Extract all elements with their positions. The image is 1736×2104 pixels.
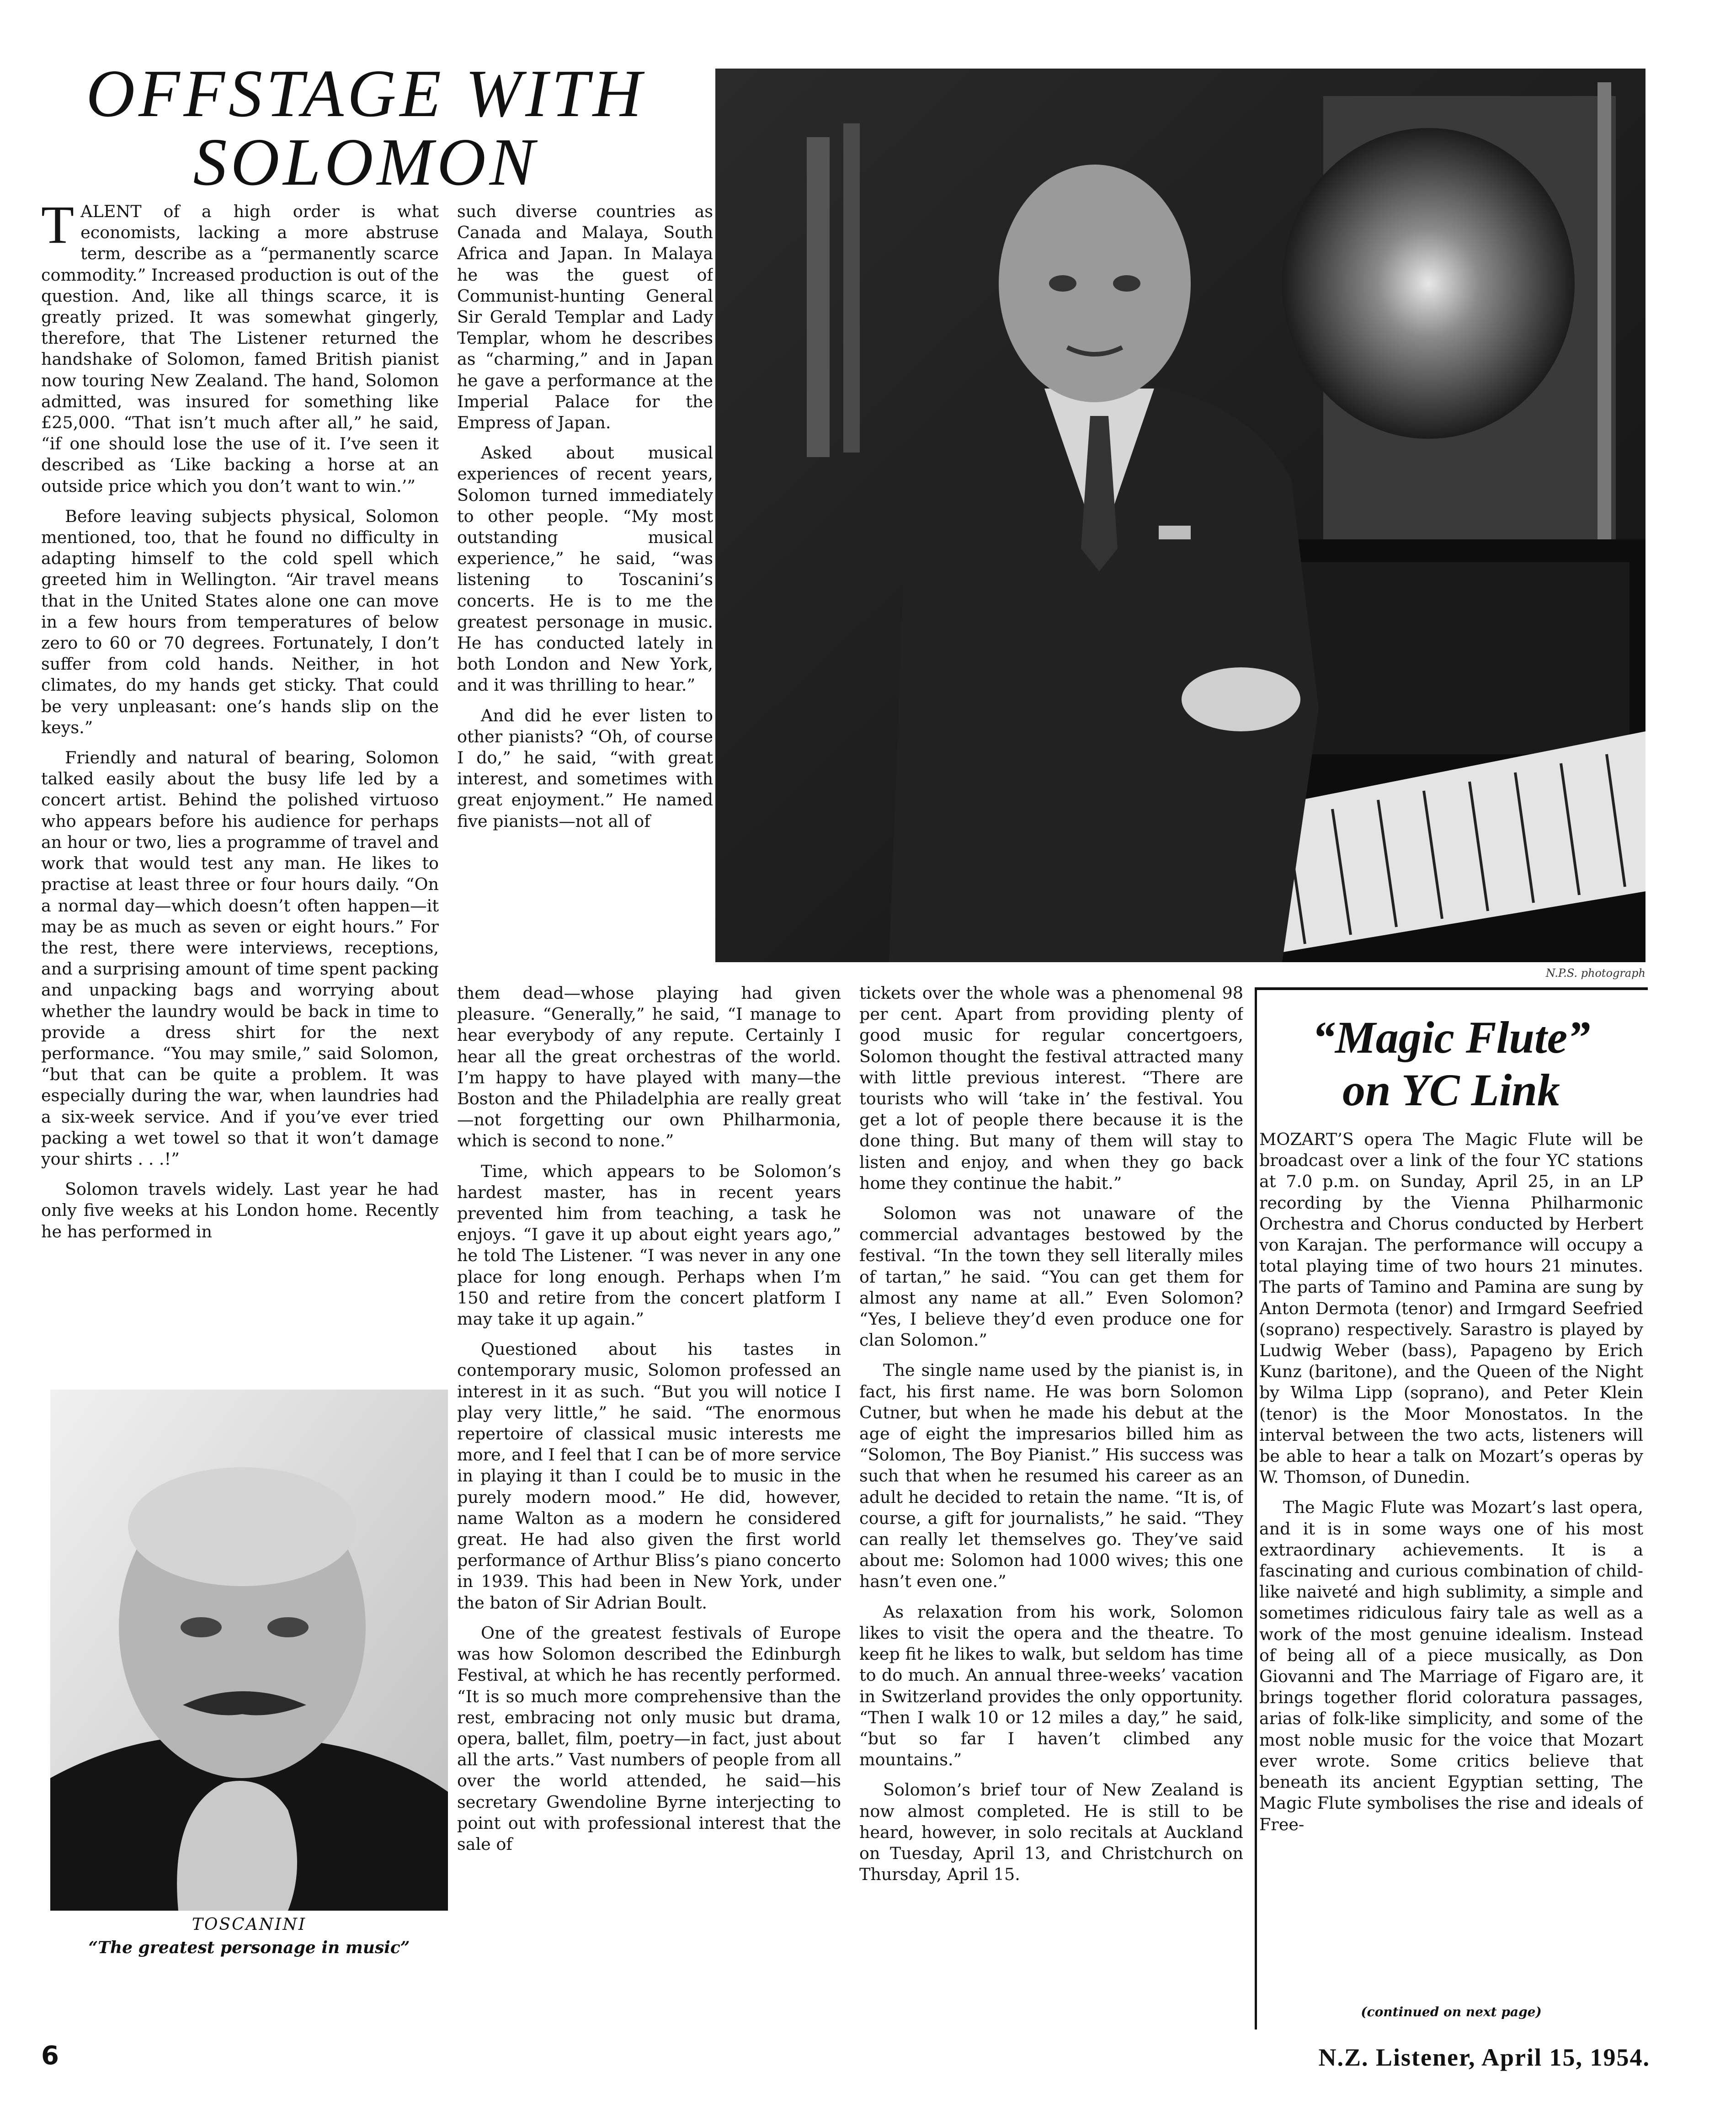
- article-column-3: [457, 983, 841, 2025]
- article-column-2: [457, 201, 713, 951]
- drop-cap: T: [41, 201, 75, 255]
- sidebar-paragraph: The Magic Flute was Mozart’s last opera, and it is in some ways one of his most extraordinary achievements. It is a fascinating and curious combination of child-like naiveté and high sublimity, a simple and sometimes ridiculous fairy tale as well as a work of the most genuine idealism. Instead of being all of a piece musically, as Don Giovanni and The Marriage of Figaro are, it brings together florid coloratura passages, arias of folk-like simplicity, and some of the most noble music for the voice that Mozart ever wrote. Some critics believe that beneath its ancient Egyptian setting, The Magic Flute symbolises the rise and ideals of Free-: [1259, 1497, 1643, 1834]
- continued-note: (continued on next page): [1361, 2004, 1542, 2019]
- page-number: 6: [41, 2041, 59, 2071]
- toscanini-caption-name: TOSCANINI: [192, 1915, 307, 1934]
- article-title: [37, 56, 695, 200]
- sidebar-top-rule: [1255, 987, 1648, 990]
- article-column-4: [859, 983, 1243, 2025]
- article-title-line1: OFFSTAGE WITH: [86, 56, 645, 131]
- article-paragraph: tickets over the whole was a phenomenal 98 per cent. Apart from providing plenty of good music for regular concertgoers, Solomon thought the festival attracted many with little previous interest. “There are tourists who will ‘take in’ the festival. You get a lot of people there because it is the done thing. But many of them will stay to listen and enjoy, and when they go back home they continue the habit.”: [859, 983, 1243, 1193]
- sidebar-paragraph: MOZART’S opera The Magic Flute will be broadcast over a link of the four YC stations at 7.0 p.m. on Sunday, April 25, in an LP recording by the Vienna Philharmonic Orchestra and Chorus conducted by Herbert von Karajan. The performance will occupy a total playing time of two hours 21 minutes. The parts of Tamino and Pamina are sung by Anton Dermota (tenor) and Irmgard Seefried (soprano) respectively. Sarastro is played by Ludwig Weber (bass), Papageno by Erich Kunz (baritone), and the Queen of the Night by Wilma Lipp (soprano), and Peter Klein (tenor) is the Moor Monostatos. In the interval between the two acts, listeners will be able to hear a talk on Mozart’s operas by W. Thomson, of Dunedin.: [1259, 1129, 1643, 1487]
- publication-footer: N.Z. Listener, April 15, 1954.: [1318, 2044, 1650, 2071]
- sidebar-body: [1259, 1129, 1643, 2007]
- article-title-line2: SOLOMON: [193, 125, 538, 200]
- solomon-at-piano-image: [715, 69, 1645, 962]
- article-paragraph: Time, which appears to be Solomon’s hardest master, has in recent years prevented him from teaching, a task he enjoys. “I gave it up about eight years ago,” he told The Listener. “I was never in any one place for long enough. Perhaps when I’m 150 and retire from the concert platform I may take it up again.”: [457, 1161, 841, 1329]
- article-paragraph: Before leaving subjects physical, Solomon mentioned, too, that he found no difficulty in adapting himself to the cold spell which greeted him in Wellington. “Air travel means that in the United States alone one can move in a few hours from temperatures of below zero to 60 or 70 degrees. Fortunately, I don’t suffer from cold hands. Neither, in hot climates, do my hands get sticky. That could be very unpleasant: one’s hands slip on the keys.”: [41, 506, 439, 737]
- article-paragraph: The single name used by the pianist is, in fact, his first name. He was born Solomon Cutner, but when he made his debut at the age of eight the impresarios billed him as “Solomon, The Boy Pianist.” His success was such that when he resumed his career as an adult he decided to retain the name. “It is, of course, a gift for journalists,” he said. “They can really let themselves go. They’ve said about me: Solomon had 1000 wives; this one hasn’t even one.”: [859, 1360, 1243, 1592]
- article-paragraph: Solomon’s brief tour of New Zealand is now almost completed. He is still to be heard, however, in solo recitals at Auckland on Tuesday, April 13, and Christchurch on Thursday, April 15.: [859, 1780, 1243, 1885]
- article-column-1: [41, 201, 439, 1390]
- article-paragraph: As relaxation from his work, Solomon likes to visit the opera and the theatre. To keep fit he likes to walk, but seldom has time to do much. An annual three-weeks’ vacation in Switzerland provides the only opportunity. “Then I walk 10 or 12 miles a day,” he said, “but so far I haven’t climbed any mountains.”: [859, 1602, 1243, 1770]
- article-paragraph: such diverse countries as Canada and Malaya, South Africa and Japan. In Malaya he was the guest of Communist-hunting General Sir Gerald Templar and Lady Templar, whom he describes as “charming,” and in Japan he gave a performance at the Imperial Palace for the Empress of Japan.: [457, 202, 713, 433]
- article-paragraph: Questioned about his tastes in contemporary music, Solomon professed an interest in it as such. “But you will notice I play very little,” he said. “The enormous repertoire of classical music interests me more, and I feel that I can be of more service in playing it than I could be to music in the purely modern mood.” He did, however, name Walton as a modern he considered great. He had also given the first world performance of Arthur Bliss’s piano concerto in 1939. This had been in New York, under the baton of Sir Adrian Boult.: [457, 1339, 841, 1613]
- photo-credit: N.P.S. photograph: [1545, 967, 1645, 980]
- article-paragraph: TALENT of a high order is what economists, lacking a more abstruse term, describe as a “permanently scarce commodity.” Increased production is out of the question. And, like all things scarce, it is greatly prized. It was somewhat gingerly, therefore, that The Listener returned the handshake of Solomon, famed British pianist now touring New Zealand. The hand, Solomon admitted, was insured for something like £25,000. “That isn’t much after all,” he said, “if one should lose the use of it. I’ve seen it described as ‘Like backing a horse at an outside price which you don’t want to win.’”: [41, 201, 439, 496]
- article-paragraph: And did he ever listen to other pianists? “Oh, of course I do,” he said, “with great interest, and sometimes with great enjoyment.” He named five pianists—not all of: [457, 705, 713, 831]
- article-paragraph: Friendly and natural of bearing, Solomon talked easily about the busy life led by a concert artist. Behind the polished virtuoso who appears before his audience for perhaps an hour or two, lies a programme of travel and work that would test any man. He likes to practise at least three or four hours daily. “On a normal day—which doesn’t often happen—it may be as much as seven or eight hours.” For the rest, there were interviews, receptions, and a surprising amount of time spent packing and unpacking bags and worrying about whether the laundry would be back in time to provide a dress shirt for the next performance. “You may smile,” said Solomon, “but that can be quite a problem. It was especially during the war, when laundries had a six-week service. And if you’ve ever tried packing a wet towel so that it won’t damage your shirts . . .!”: [41, 748, 439, 1169]
- sidebar-title-line2: on YC Link: [1342, 1065, 1560, 1115]
- article-paragraph: Asked about musical experiences of recent years, Solomon turned immediately to other people. “My most outstanding musical experience,” he said, “was listening to Toscanini’s concerts. He is to me the greatest personage in music. He has conducted lately in both London and New York, and it was thrilling to hear.”: [457, 443, 713, 695]
- article-paragraph: One of the greatest festivals of Europe was how Solomon described the Edinburgh Festival, at which he has recently performed. “It is so much more comprehensive than the rest, embracing not only music but drama, opera, ballet, film, poetry—in fact, just about all the arts.” Vast numbers of people from all over the world attended, he said—his secretary Gwendoline Byrne interjecting to point out with professional interest that the sale of: [457, 1623, 841, 1854]
- article-paragraph: Solomon was not unaware of the commercial advantages bestowed by the festival. “In the town they sell literally miles of tartan,” he said. “You can get them for almost any name at all.” Even Solomon? “Yes, I believe they’d even produce one for clan Solomon.”: [859, 1204, 1243, 1350]
- sidebar-left-rule: [1255, 987, 1257, 2029]
- article-paragraph: Solomon travels widely. Last year he had only five weeks at his London home. Recently he has performed in: [41, 1179, 439, 1241]
- toscanini-photo: [50, 1390, 448, 1911]
- sidebar-title-line1: “Magic Flute”: [1312, 1012, 1591, 1063]
- toscanini-portrait-image: [50, 1390, 448, 1911]
- solomon-photo: [715, 69, 1645, 962]
- toscanini-caption-quote: “The greatest personage in music”: [88, 1938, 410, 1957]
- article-paragraph: them dead—whose playing had given pleasure. “Generally,” he said, “I manage to hear everybody of any repute. Certainly I hear all the great orchestras of the world. I’m happy to have played with many—the Boston and the Philadelphia are really great—not forgetting our own Philharmonia, which is second to none.”: [457, 983, 841, 1151]
